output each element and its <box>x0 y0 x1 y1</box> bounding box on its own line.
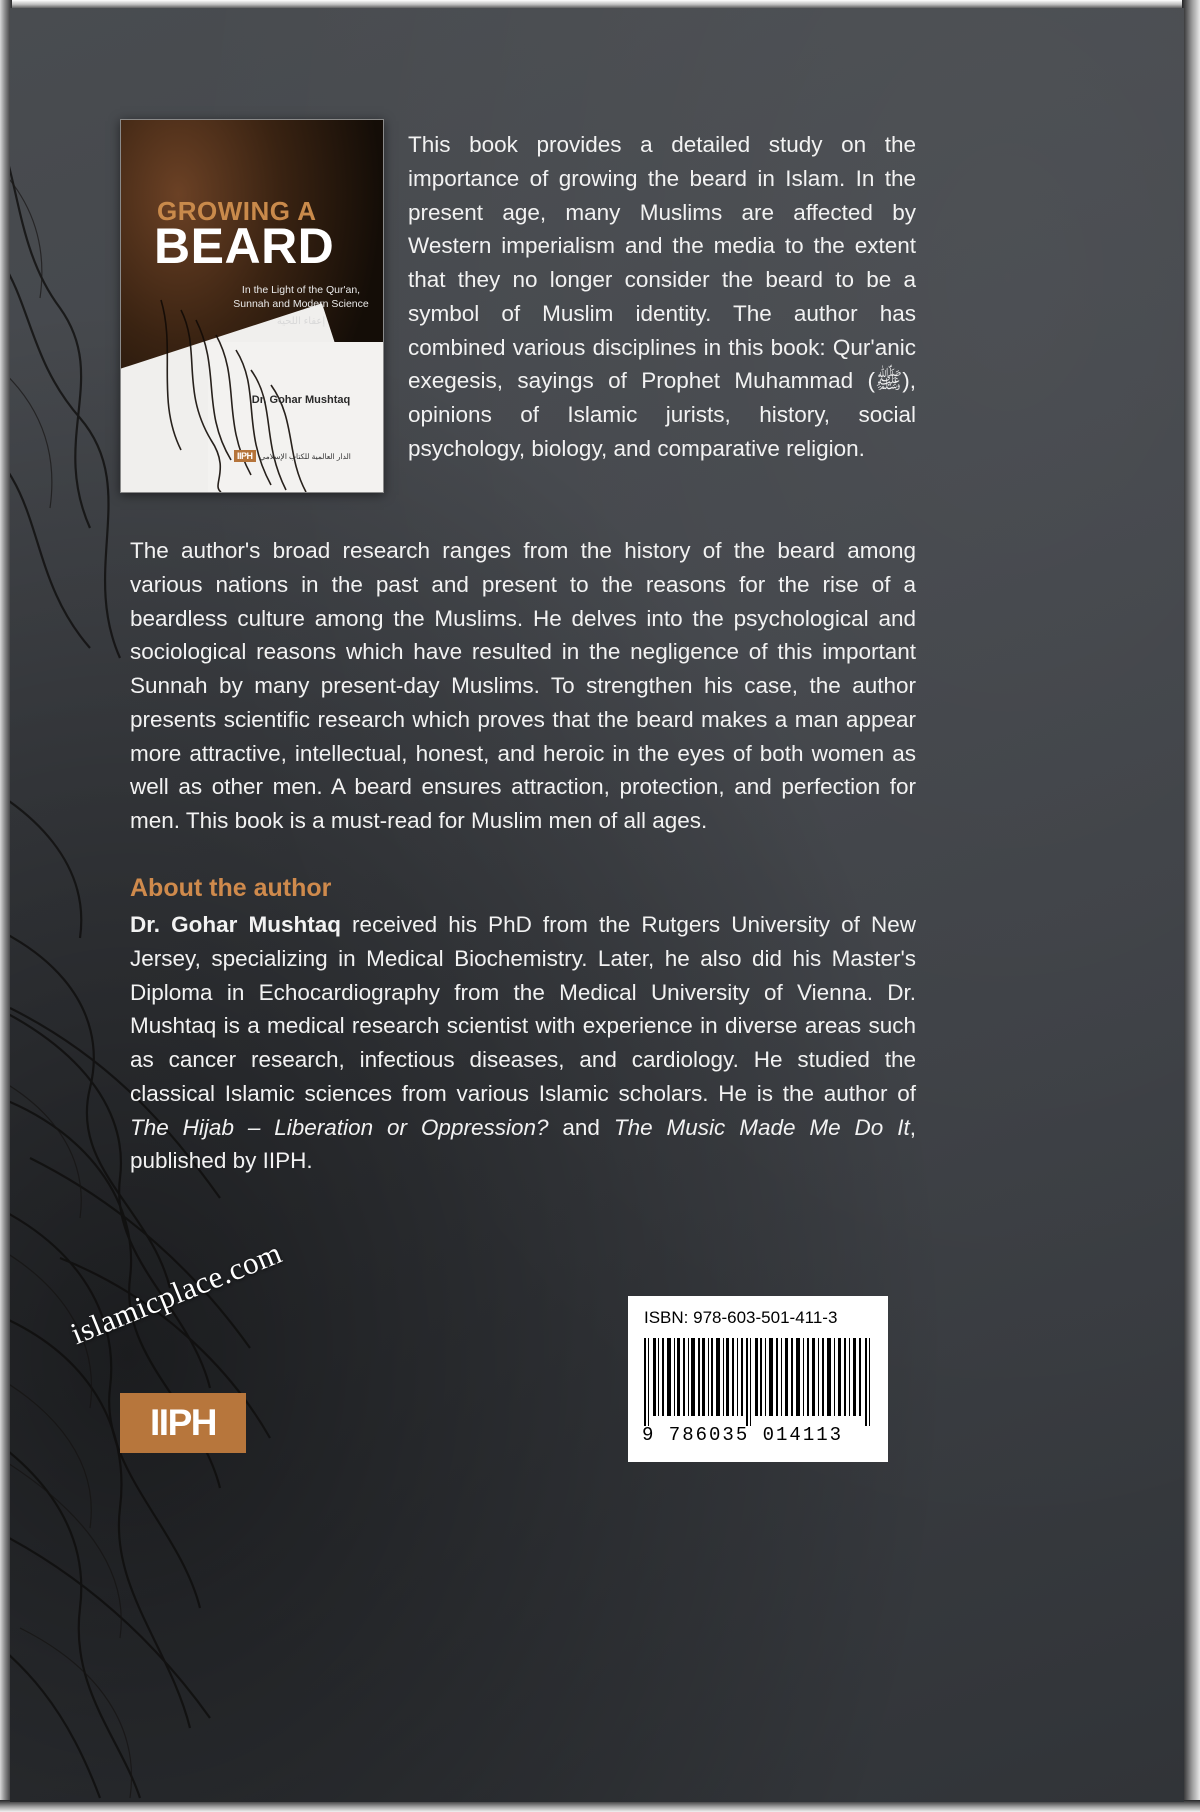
barcode-icon <box>642 1338 874 1426</box>
intro-paragraph: This book provides a detailed study on the importance of growing the beard in Islam. In the present age, many Muslims are affected by Western imperialism and the media to the extent that they no longer consider the beard to be a symbol of Muslim identity. The author has combined various disciplines in this book: Qur'anic exegesis, sayings of Prophet Muhammad (ﷺ), opinions of Islamic jurists, history, social psychology, biology, and comparative religion. <box>408 132 916 461</box>
about-author-heading: About the author <box>130 874 332 902</box>
book-cover-thumbnail <box>120 119 384 493</box>
back-cover-surface <box>10 8 1184 1802</box>
referenced-book-title-1: The Hijab – Liberation or Oppression? <box>130 1114 549 1140</box>
thumbnail-publisher-logo <box>234 450 351 462</box>
publisher-badge <box>120 1393 246 1453</box>
thumbnail-title-line2: BEARD <box>154 218 335 274</box>
book-edge-right <box>1182 0 1200 1812</box>
about-author-paragraph <box>130 908 916 1178</box>
site-watermark: islamicplace.com <box>65 1234 287 1352</box>
isbn-barcode-block <box>628 1296 888 1462</box>
thumbnail-publisher-arabic: الدار العالمية للكتاب الإسلامي <box>259 451 351 461</box>
referenced-book-title-2: The Music Made Me Do It <box>613 1114 910 1140</box>
about-text-part3: , published by IIPH. <box>130 1114 916 1174</box>
author-name: Dr. Gohar Mushtaq <box>130 912 341 937</box>
about-text-part1: received his PhD from the Rutgers University of New Jersey, specializing in Medical Biochemistry. Later, he also did his Master's Diploma in Echocardiography from the Medical University of Vienna. Dr. Mushtaq is a medical research scientist with experience in diverse areas such as cancer research, infectious diseases, and cardiology. He studied the classical Islamic sciences from various Islamic scholars. He is the author of <box>130 912 916 1106</box>
about-text-part2: and <box>548 1114 614 1140</box>
isbn-label: ISBN: 978-603-501-411-3 <box>644 1308 838 1327</box>
thumbnail-subtitle: In the Light of the Qur'an, Sunnah and Modern Science <box>233 284 369 311</box>
barcode-digits: 9 786035 014113 <box>642 1424 844 1446</box>
publisher-badge-label: IIPH <box>150 1402 216 1443</box>
thumbnail-publisher-mark: IIPH <box>234 450 256 462</box>
thumbnail-title-line1: GROWING A <box>157 196 317 226</box>
thumbnail-author: Dr. Gohar Mushtaq <box>251 394 351 406</box>
thumbnail-subtitle-arabic: إعفاء اللحية <box>276 316 326 327</box>
research-paragraph: The author's broad research ranges from the history of the beard among various nations in the past and present to the reasons for the rise of a beardless culture among the Muslims. He delves into the psychological and sociological reasons which have resulted in the negligence of this important Sunnah by many present-day Muslims. To strengthen his case, the author presents scientific research which proves that the beard makes a man appear more attractive, intellectual, honest, and heroic in the eyes of both women as well as other men. A beard ensures attraction, protection, and perfection for men. This book is a must-read for Muslim men of all ages. <box>130 538 916 833</box>
